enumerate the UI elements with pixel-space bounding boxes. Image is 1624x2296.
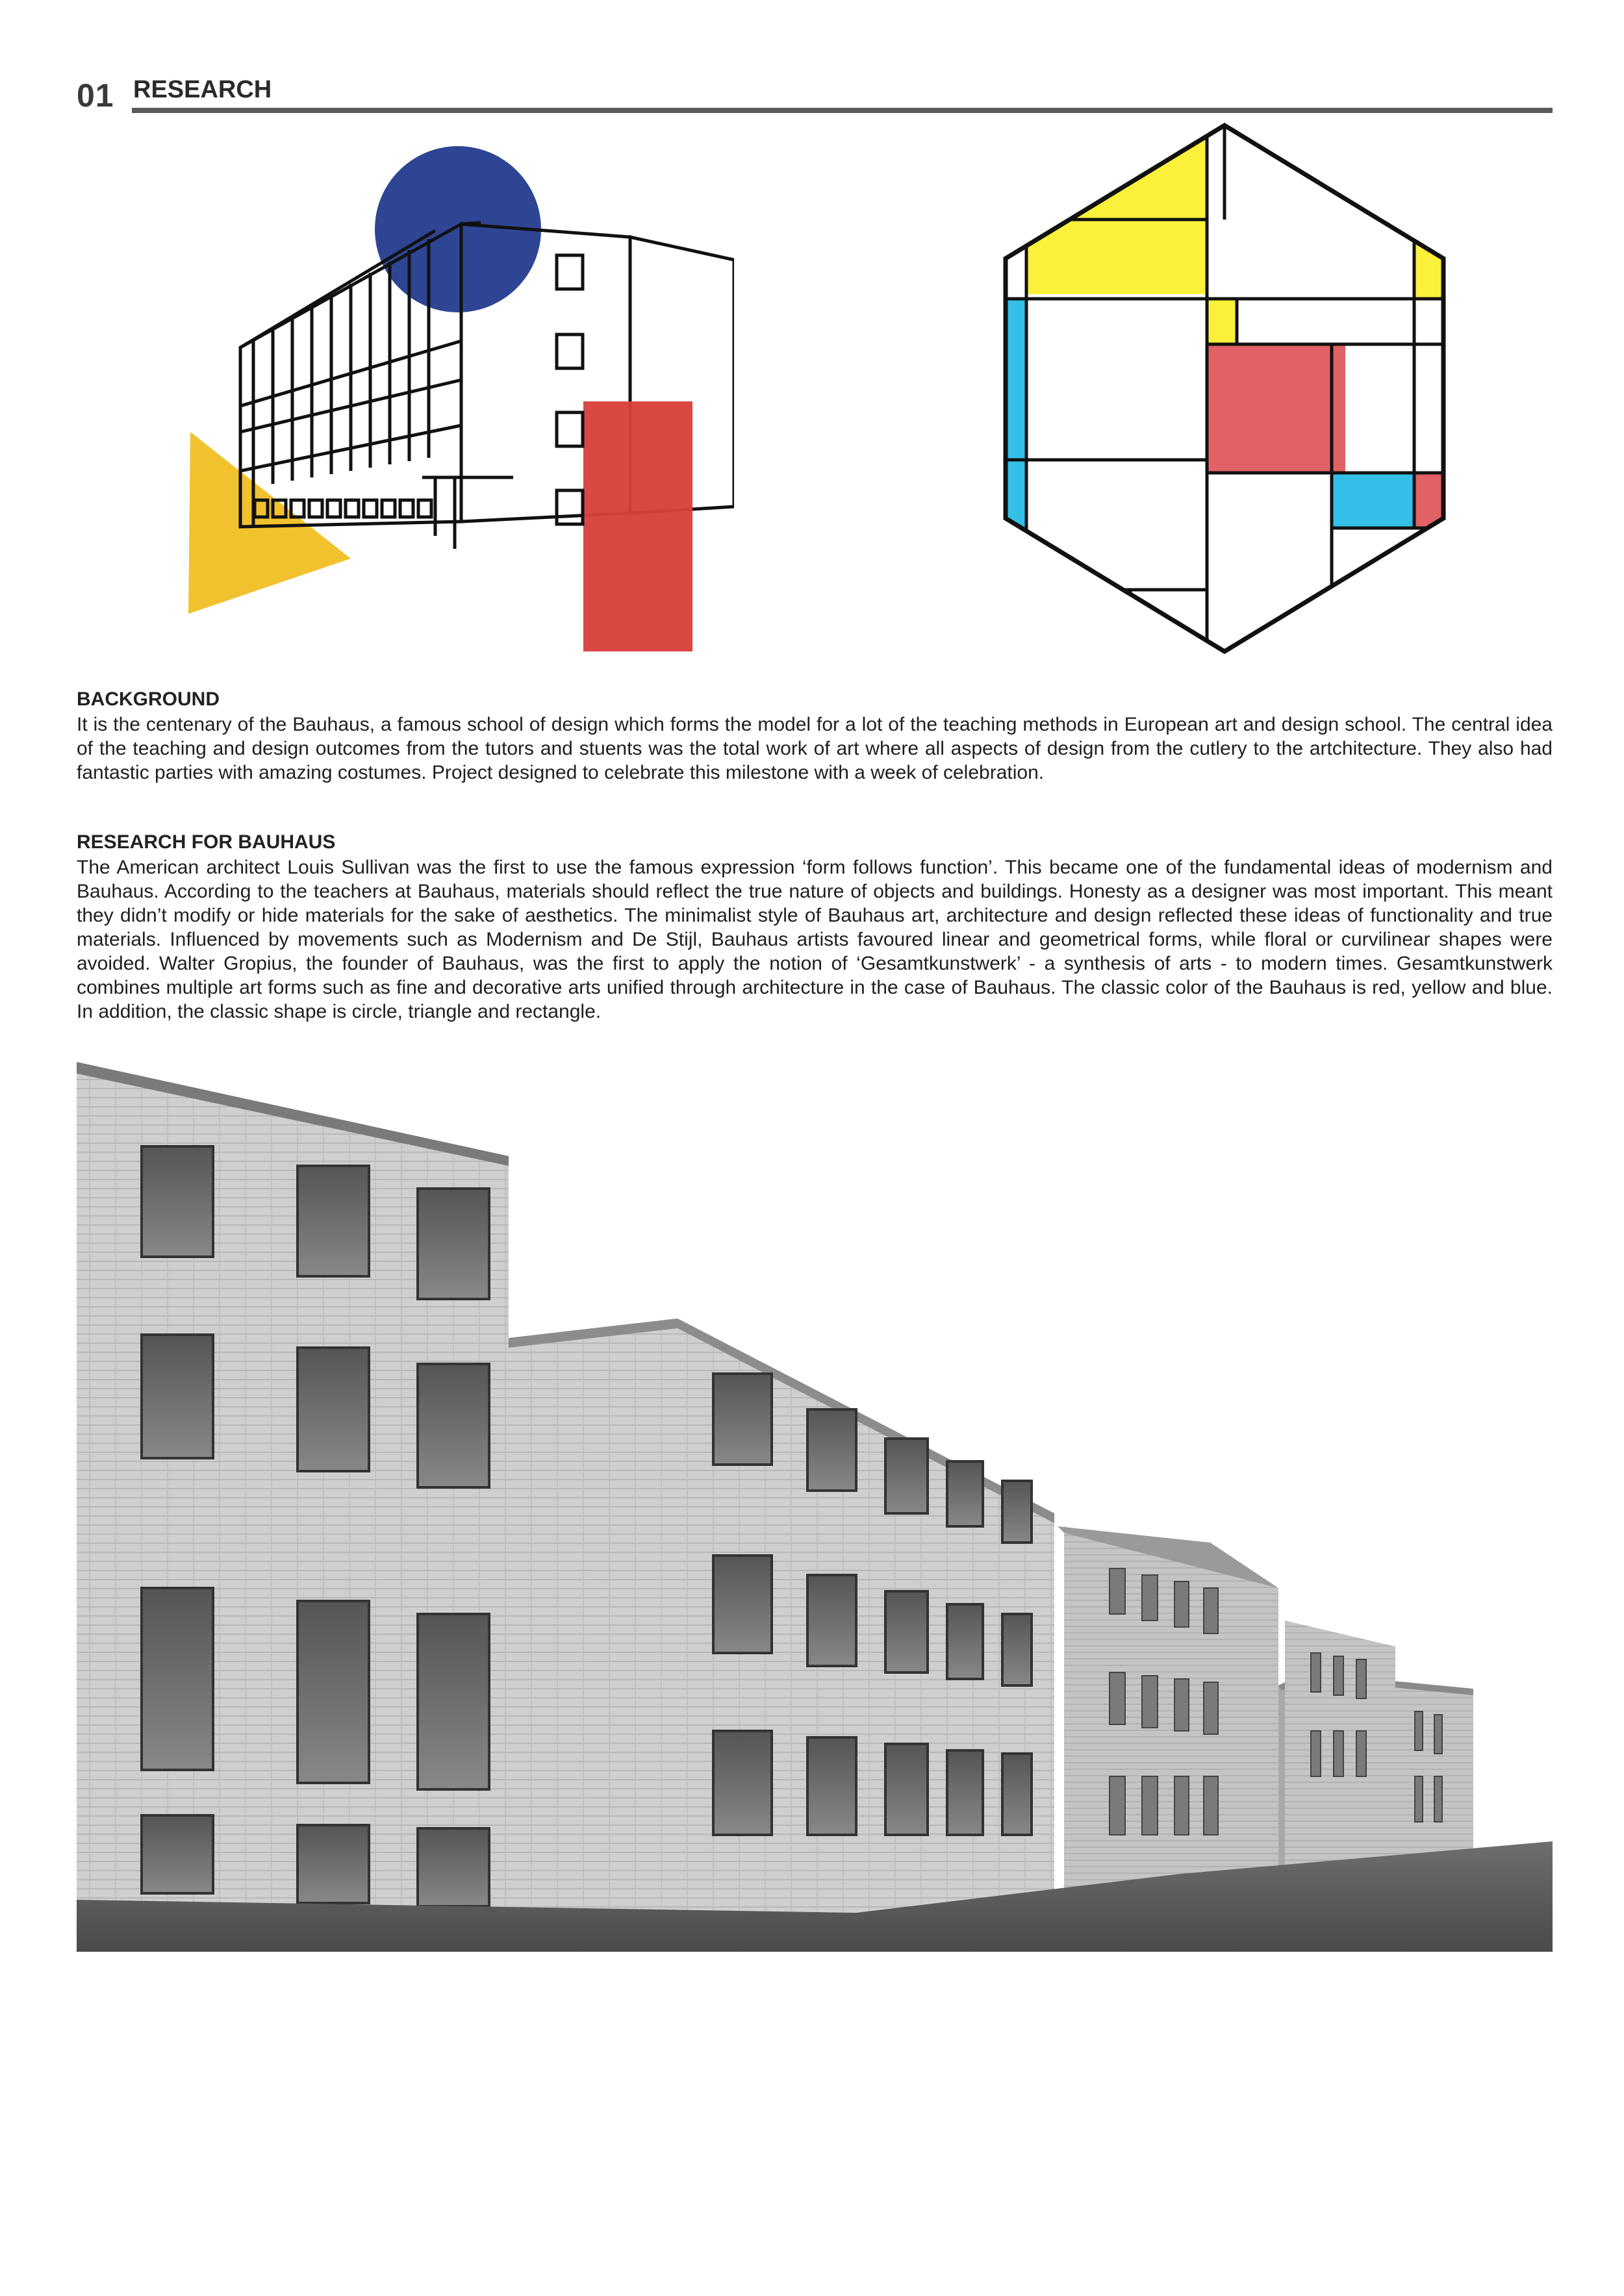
- red-block-small: [1414, 473, 1453, 528]
- yellow-triangle-shape: [188, 432, 351, 614]
- background-heading: BACKGROUND: [77, 688, 220, 710]
- research-heading: RESEARCH FOR BAUHAUS: [77, 831, 336, 853]
- section-number: 01: [77, 77, 114, 114]
- background-paragraph: It is the centenary of the Bauhaus, a famous school of design which forms the model for a lot of the teaching methods in European art and design school. The central idea of the teaching and design outcomes from the tutors and stuents was the total work of art where all aspects of design from the cutlery to the artchitecture. They also had fantastic parties with amazing costumes. Project designed to celebrate this milestone with a week of celebration.: [77, 714, 1553, 783]
- research-paragraph: The American architect Louis Sullivan was the first to use the famous expression ‘form follows function’. This became one of the fundamental ideas of modernism and Bauhaus. According to the teachers at Bauhaus, materials should reflect the true nature of objects and buildings. Honesty as a designer was most important. This meant they didn’t modify or hide materials for the sake of aesthetics. The minimalist style of Bauhaus art, architecture and design reflected these ideas of functionality and true materials. Influenced by movements such as Modernism and De Stijl, Bauhaus artists favoured linear and geometrical forms, while floral or curvilinear shapes were avoided. Walter Gropius, the founder of Bauhaus, was the first to apply the notion of ‘Gesamtkunstwerk’ - a synthesis of arts - to modern times. Gesamtkunstwerk combines multiple art forms such as fine and decorative arts unified through architecture in the case of Bauhaus. The classic color of the Bauhaus is red, yellow and blue. In addition, the classic shape is circle, triangle and rectangle.: [77, 857, 1553, 1022]
- section-title: RESEARCH: [133, 76, 272, 103]
- yellow-block-small: [1207, 297, 1237, 344]
- cyan-block: [1332, 473, 1414, 528]
- bauhaus-building-sketch: [149, 146, 734, 659]
- bauhaus-dessau-photo: [77, 1062, 1553, 1952]
- yellow-block: [1026, 138, 1207, 294]
- red-block: [1207, 344, 1345, 473]
- red-rectangle-shape: [583, 401, 692, 651]
- mondrian-hexagon: [1000, 122, 1455, 661]
- header-rule: [132, 108, 1553, 113]
